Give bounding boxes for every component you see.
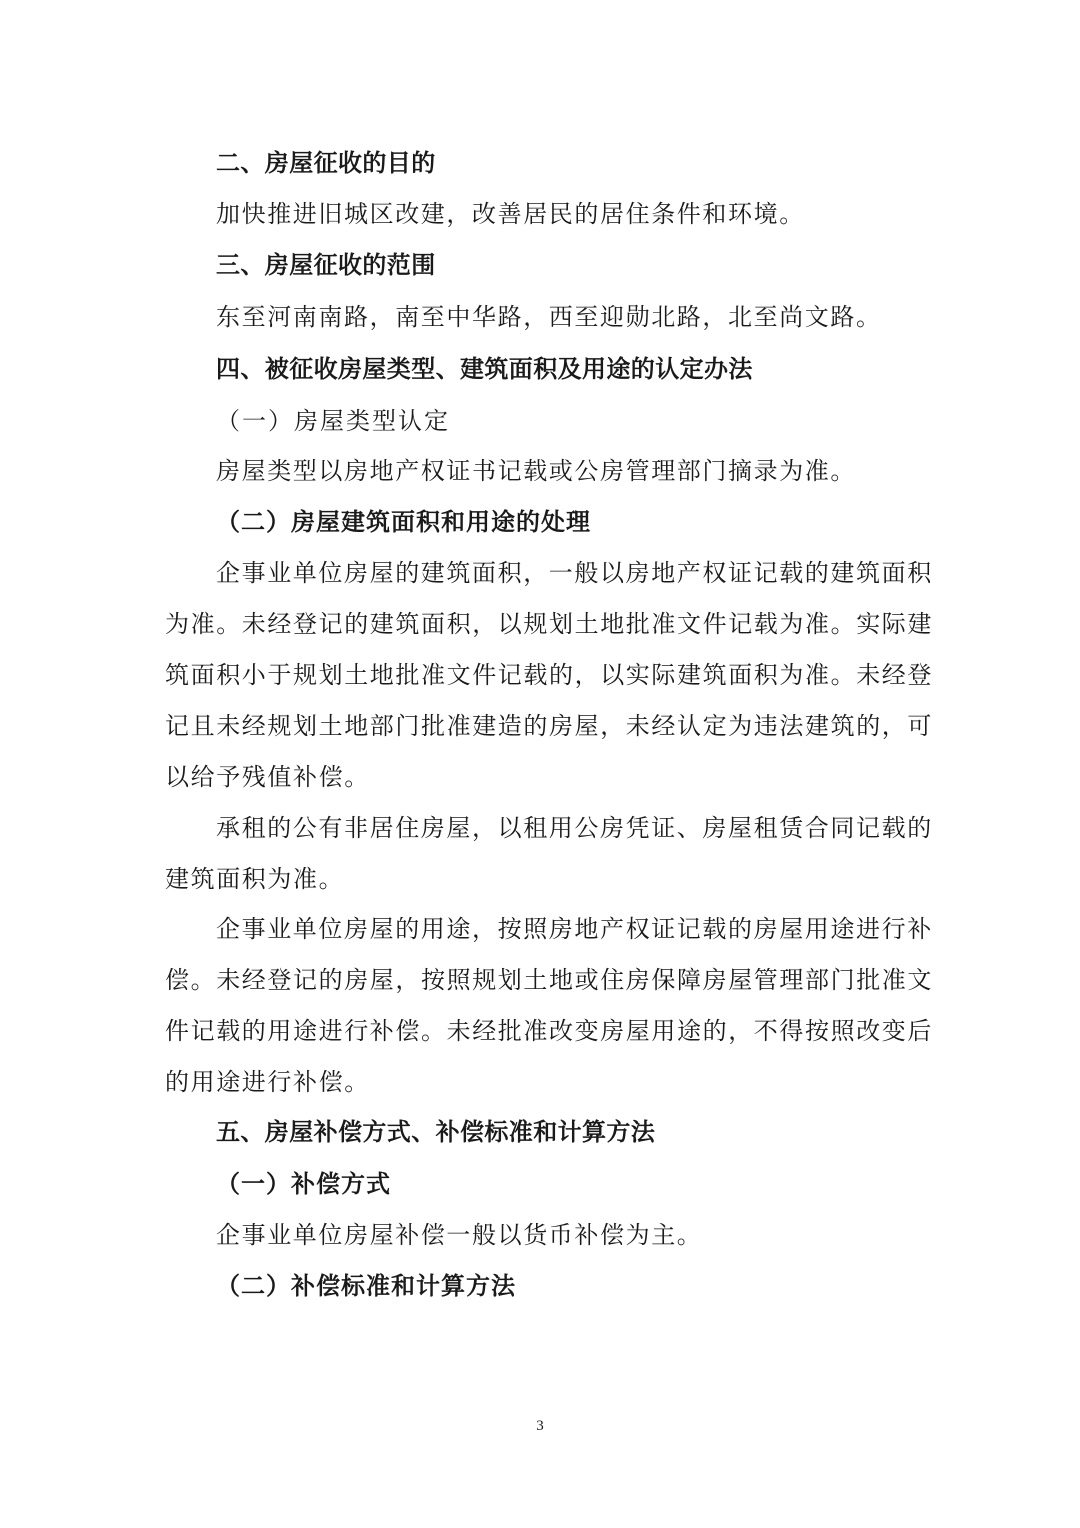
paragraph-line: 以给予残值补偿。 xyxy=(165,763,370,791)
paragraph-line: 建筑面积为准。 xyxy=(165,865,345,893)
section-4-subheading-1: （一）房屋类型认定 xyxy=(216,407,450,435)
section-3-body: 东至河南南路，南至中华路，西至迎勋北路，北至尚文路。 xyxy=(216,303,882,331)
paragraph-line: 企事业单位房屋的建筑面积，一般以房地产权证记载的建筑面积 xyxy=(216,559,933,587)
section-4-sub1-body: 房屋类型以房地产权证书记载或公房管理部门摘录为准。 xyxy=(216,457,856,485)
paragraph-line: 为准。未经登记的建筑面积，以规划土地批准文件记载为准。实际建 xyxy=(165,610,933,638)
paragraph-line: 件记载的用途进行补偿。未经批准改变房屋用途的，不得按照改变后 xyxy=(165,1017,933,1045)
section-5-heading: 五、房屋补偿方式、补偿标准和计算方法 xyxy=(216,1118,656,1146)
section-5-subheading-2: （二）补偿标准和计算方法 xyxy=(216,1271,516,1300)
section-5-subheading-1: （一）补偿方式 xyxy=(216,1169,391,1198)
paragraph-line: 记且未经规划土地部门批准建造的房屋，未经认定为违法建筑的，可 xyxy=(165,712,933,740)
section-2-body: 加快推进旧城区改建，改善居民的居住条件和环境。 xyxy=(216,200,805,228)
page-number: 3 xyxy=(536,1418,544,1434)
section-4-subheading-2: （二）房屋建筑面积和用途的处理 xyxy=(216,507,591,536)
section-3-heading: 三、房屋征收的范围 xyxy=(216,251,436,279)
section-5-sub1-body: 企事业单位房屋补偿一般以货币补偿为主。 xyxy=(216,1221,703,1249)
paragraph-line: 企事业单位房屋的用途，按照房地产权证记载的房屋用途进行补 xyxy=(216,915,933,943)
section-4-heading: 四、被征收房屋类型、建筑面积及用途的认定办法 xyxy=(216,355,753,383)
paragraph-line: 偿。未经登记的房屋，按照规划土地或住房保障房屋管理部门批准文 xyxy=(165,966,933,994)
paragraph-line: 筑面积小于规划土地批准文件记载的，以实际建筑面积为准。未经登 xyxy=(165,661,933,689)
paragraph-line: 承租的公有非居住房屋，以租用公房凭证、房屋租赁合同记载的 xyxy=(216,814,933,842)
section-2-heading: 二、房屋征收的目的 xyxy=(216,149,436,177)
paragraph-line: 的用途进行补偿。 xyxy=(165,1068,370,1096)
